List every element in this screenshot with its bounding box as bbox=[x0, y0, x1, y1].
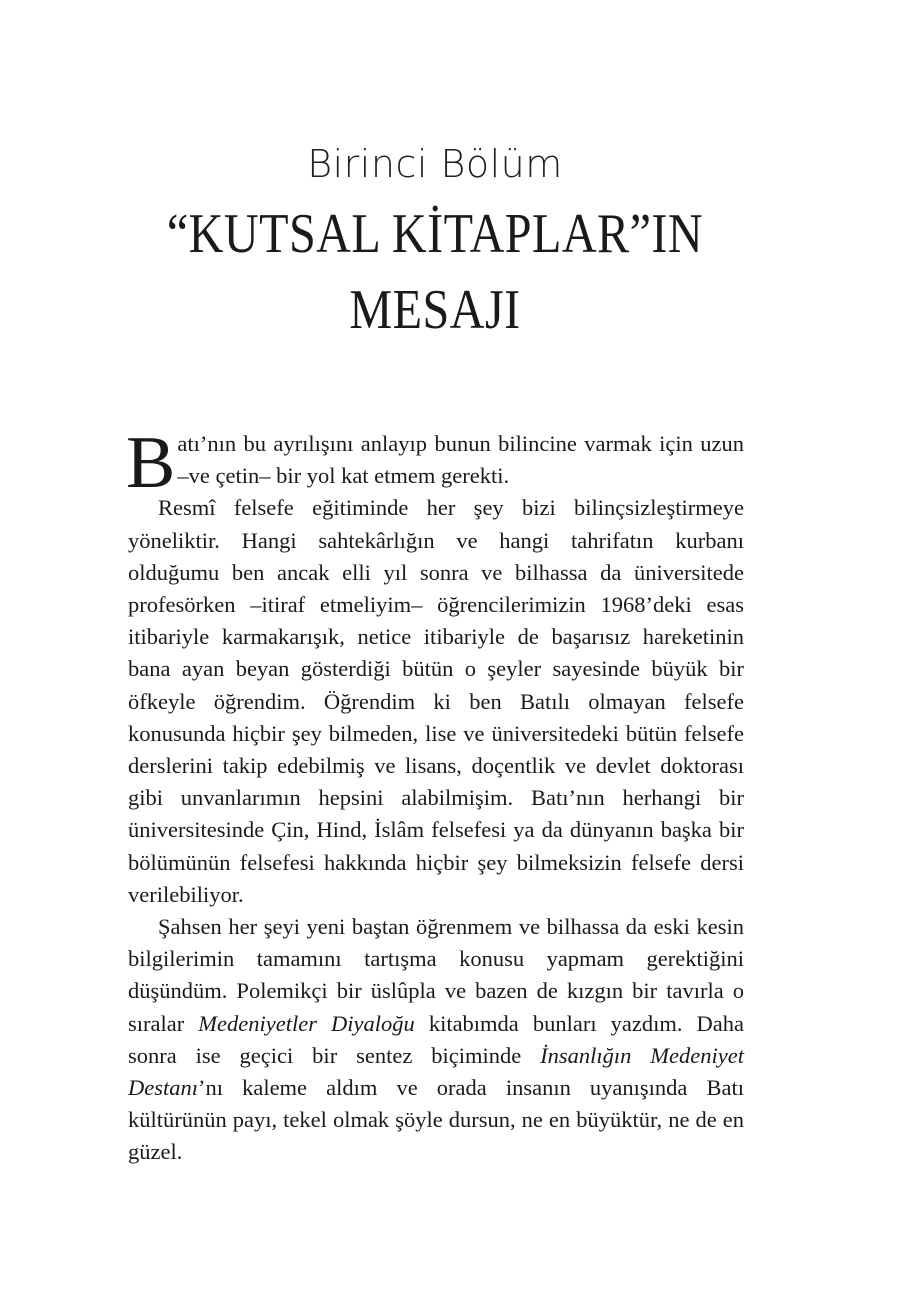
body-text bbox=[126, 422, 744, 1169]
chapter-title bbox=[0, 196, 870, 348]
paragraph-2: Resmî felsefe eğitiminde her şey bizi bilinçsizleştirmeye yöneliktir. Hangi sahtekârlığın ve hangi tahrifatın kurbanı olduğumu ben ancak elli yıl sonra ve bilhassa da üniversitede profesörken –itiraf etmeliyim– öğrencilerimizin 1968’deki esas itibariyle karmakarışık, netice itibariyle de başarısız hareketinin bana ayan beyan gösterdiği bütün o şeyler sayesinde büyük bir öfkeyle öğrendim. Öğrendim ki ben Batılı olmayan felsefe konusunda hiçbir şey bilmeden, lise ve üniversitedeki bütün felsefe derslerini takip edebilmiş ve lisans, doçentlik ve devlet doktorası gibi unvanlarımın hepsini alabilmişim. Batı’nın herhangi bir üniversitesinde Çin, Hind, İslâm felsefesi ya da dünyanın başka bir bölümünün felsefesi hakkında hiçbir şey bilmeksizin felsefe dersi verilebiliyor. bbox=[128, 495, 744, 907]
paragraph-1 bbox=[126, 422, 744, 504]
book-title-insanligin-medeniyet-destani: İnsanlığın Medeniyet Destanı bbox=[128, 1042, 744, 1101]
chapter-title-line-1: “KUTSAL KİTAPLAR”IN bbox=[166, 203, 704, 265]
paragraph-3-text-c: ’nı kaleme aldım ve orada insanın uyanışında Batı kültürünün payı, tekel olmak şöyle dursun, ne en büyüktür, ne de en güzel. bbox=[128, 1075, 744, 1165]
book-title-medeniyetler-diyalogu: Medeniyetler Diyaloğu bbox=[198, 1010, 415, 1036]
paragraph-3 bbox=[128, 911, 744, 1169]
paragraph-3-text-a: Şahsen her şeyi yeni baştan öğrenmem ve bilhassa da eski kesin bilgilerimin tamamını tartışma konusu yapmam gerektiğini düşündüm. Polemikçi bir üslûpla ve bazen de kızgın bir tavırla o sıralar bbox=[128, 914, 744, 1036]
drop-cap: B bbox=[126, 422, 176, 504]
chapter-title-line-2: MESAJI bbox=[349, 279, 521, 341]
paragraph-3-text-b: kitabımda bunları yazdım. Daha sonra ise geçici bir sentez biçiminde bbox=[128, 1010, 744, 1068]
chapter-label: Birinci Bölüm bbox=[307, 142, 563, 186]
paragraph-1-text: atı’nın bu ayrılışını anlayıp bunun bilincine varmak için uzun –ve çetin– bir yol kat etmem gerekti. bbox=[177, 431, 744, 489]
